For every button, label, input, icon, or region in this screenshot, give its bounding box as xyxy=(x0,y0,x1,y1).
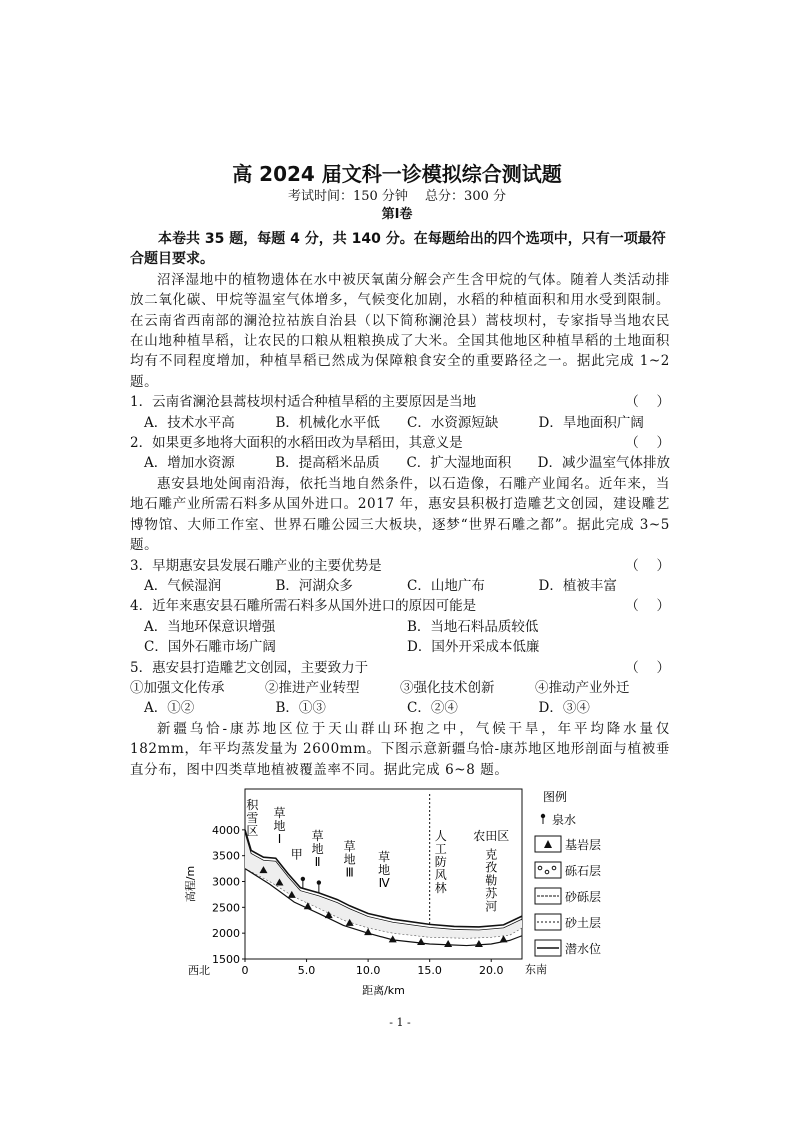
item: ③强化技术创新 xyxy=(400,679,495,696)
option: A．①② xyxy=(144,700,195,717)
x-tick-label: 20.0 xyxy=(478,963,504,977)
x-tick-label: 15.0 xyxy=(417,963,442,977)
option: B．提高稻米品质 xyxy=(275,455,380,472)
question-3 xyxy=(130,556,670,576)
profile-label: 克孜勒苏河 xyxy=(485,847,498,914)
option: C．国外石雕市场广阔 xyxy=(144,639,276,656)
chart-group xyxy=(185,789,601,997)
legend-item: 砾石层 xyxy=(565,863,602,878)
bedrock-triangle xyxy=(475,940,483,947)
question-1-options xyxy=(130,413,670,433)
item: ④推动产业外迁 xyxy=(535,679,630,696)
option: A．技术水平高 xyxy=(144,414,235,431)
y-tick-label: 3000 xyxy=(212,875,240,889)
y-tick-label: 1500 xyxy=(212,952,240,966)
question-5-items xyxy=(130,678,670,698)
bedrock-triangle xyxy=(364,928,372,935)
profile-label: 草地 Ⅳ xyxy=(378,849,391,890)
legend-item: 潜水位 xyxy=(565,941,602,956)
option: D．旱地面积广阔 xyxy=(538,414,644,431)
option: D．国外开采成本低廉 xyxy=(407,639,540,656)
option: B．当地石料品质较低 xyxy=(407,618,539,635)
page-number: - 1 - xyxy=(389,1015,411,1029)
profile-label: 积雪区 xyxy=(246,798,259,839)
x-axis-label: 距离/km xyxy=(362,983,405,997)
option: C．②④ xyxy=(407,700,458,717)
question-stem: 2．如果更多地将大面积的水稻田改为旱稻田，其意义是 xyxy=(130,435,463,452)
profile-label: 人工防风林 xyxy=(434,829,447,896)
profile-label: 甲 xyxy=(290,847,303,862)
question-stem: 4．近年来惠安县石雕所需石料多从国外进口的原因可能是 xyxy=(130,598,477,615)
y-tick-label: 4000 xyxy=(212,823,240,837)
question-2 xyxy=(130,433,670,453)
question-stem: 1．云南省澜沧县蒿枝坝村适合种植旱稻的主要原因是当地 xyxy=(130,394,477,411)
option: B．河湖众多 xyxy=(275,577,353,594)
question-2-options xyxy=(130,453,670,473)
bedrock-triangle xyxy=(417,938,425,945)
question-4 xyxy=(130,596,670,616)
exam-title: 高 2024 届文科一诊模拟综合测试题 xyxy=(232,162,562,186)
answer-bracket: （ ） xyxy=(625,598,670,615)
question-1 xyxy=(130,392,670,412)
bedrock-triangle xyxy=(444,940,452,947)
x-tick-label: 5.0 xyxy=(297,963,316,977)
option: C．水资源短缺 xyxy=(407,414,499,431)
terrain-profile-chart xyxy=(185,784,605,1014)
question-3-options xyxy=(130,576,670,596)
option: C．扩大湿地面积 xyxy=(406,455,512,472)
question-stem: 3．早期惠安县发展石雕产业的主要优势是 xyxy=(130,557,382,574)
profile-label: 草地 Ⅲ xyxy=(343,839,356,880)
question-4-options xyxy=(130,617,670,658)
question-5-options xyxy=(130,698,670,718)
x-tick-label: 10.0 xyxy=(355,963,381,977)
question-stem: 5．惠安县打造雕艺文创园，主要致力于 xyxy=(130,659,369,676)
option: A．增加水资源 xyxy=(144,455,235,472)
profile-label: 农田区 xyxy=(473,829,510,844)
y-tick-label: 2000 xyxy=(212,927,240,941)
x-tick-label: 0 xyxy=(241,963,249,977)
option: C．山地广布 xyxy=(407,577,485,594)
legend-item: 基岩层 xyxy=(565,837,602,852)
option: A．当地环保意识增强 xyxy=(144,618,276,635)
option: D．③④ xyxy=(538,700,590,717)
legend-item: 泉水 xyxy=(552,812,577,827)
answer-bracket: （ ） xyxy=(625,394,670,411)
option: A．气候湿润 xyxy=(144,577,222,594)
answer-bracket: （ ） xyxy=(625,435,670,452)
answer-bracket: （ ） xyxy=(625,659,670,676)
direction-right: 东南 xyxy=(525,962,547,976)
profile-label: 草地 Ⅰ xyxy=(273,805,286,846)
option: B．①③ xyxy=(275,700,326,717)
y-axis-label: 高程/m xyxy=(185,865,197,903)
answer-bracket: （ ） xyxy=(625,557,670,574)
question-5 xyxy=(130,658,670,678)
item: ①加强文化传承 xyxy=(130,679,225,696)
item: ②推进产业转型 xyxy=(265,679,360,696)
legend-item: 砂土层 xyxy=(565,915,602,930)
direction-left: 西北 xyxy=(188,963,210,977)
option: D．植被丰富 xyxy=(538,577,617,594)
passage-1: 沼泽湿地中的植物遗体在水中被厌氧菌分解会产生含甲烷的气体。随着人类活动排放二氧化碳、甲烷等温室气体增多，气候变化加剧，水稻的种植面积和用水受到限制。在云南省西南部的澜沧拉祜族自治县（以下简称澜沧县）蒿枝坝村，专家指导当地农民在山地种植旱稻，让农民的口粮从粗粮换成了大米。全国其他地区种植旱稻的土地面积均有不同程度增加，种植旱稻已然成为保障粮食安全的重要路径之一。据此完成 1~2 题。 xyxy=(130,271,670,390)
exam-info: 考试时间：150 分钟 总分：300 分 xyxy=(287,189,507,204)
passage-2: 惠安县地处闽南沿海，依托当地自然条件，以石造像，石雕产业闻名。近年来，当地石雕产业所需石料多从国外进口。2017 年，惠安县积极打造雕艺文创园，建设雕艺博物馆、大师工作室、世界石雕公园三大板块，逐梦“世界石雕之都”。据此完成 3~5 题。 xyxy=(130,475,670,554)
option: B．机械化水平低 xyxy=(275,414,380,431)
volume-heading: 第Ⅰ卷 xyxy=(381,207,413,222)
y-tick-label: 3500 xyxy=(212,849,240,863)
exam-body xyxy=(130,229,670,1030)
passage-3: 新疆乌恰-康苏地区位于天山群山环抱之中，气候干旱，年平均降水量仅 182mm，年平均蒸发量为 2600mm。下图示意新疆乌恰-康苏地区地形剖面与植被垂直分布，图中四类草地植被覆盖率不同。据此完成 6~8 题。 xyxy=(130,720,670,778)
profile-label: 草地 Ⅱ xyxy=(311,829,324,870)
y-tick-label: 2500 xyxy=(212,901,240,915)
instructions: 本卷共 35 题，每题 4 分，共 140 分。在每题给出的四个选项中，只有一项最符合题目要求。 xyxy=(130,231,666,268)
option: D．减少温室气体排放 xyxy=(537,455,670,472)
legend-title: 图例 xyxy=(542,789,568,804)
legend-item: 砂砾层 xyxy=(565,889,602,904)
terrain-profile-figure xyxy=(185,784,605,1014)
bedrock-triangle xyxy=(500,935,508,942)
